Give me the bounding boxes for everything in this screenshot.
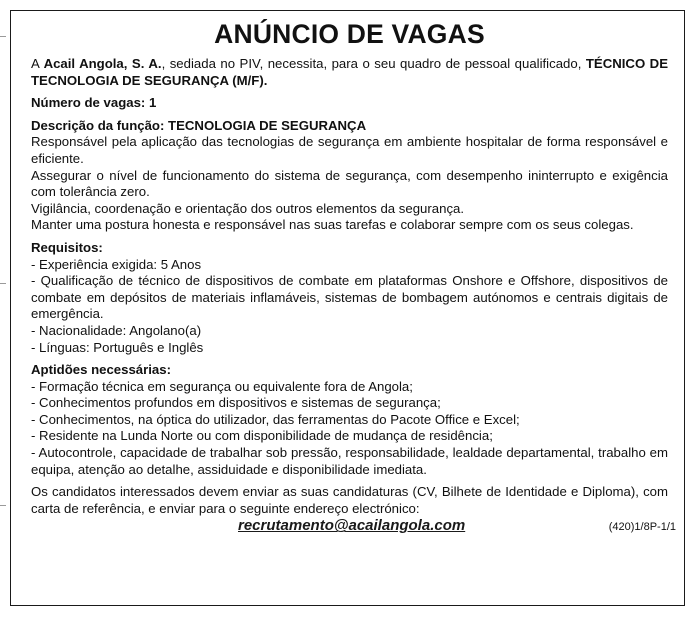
- requirement-item: - Nacionalidade: Angolano(a): [31, 322, 202, 338]
- skill-item: - Conhecimentos, na óptica do utilizador, das ferramentas do Pacote Office e Excel;: [31, 411, 520, 427]
- requirement-item: - Qualificação de técnico de dispositivos de combate em plataformas Onshore e Offshore, dispositivos de combate em depósitos de materiais inflamáveis, sistemas de bombagem autónomos e centrais digitais de emergência.: [31, 273, 668, 322]
- description-heading: Descrição da função: TECNOLOGIA DE SEGURANÇA: [31, 117, 367, 133]
- skill-item: - Residente na Lunda Norte ou com disponibilidade de mudança de residência;: [31, 428, 493, 444]
- crop-mark-bottom: [0, 505, 6, 506]
- job-advertisement: [10, 10, 685, 606]
- description-line: Responsável pela aplicação das tecnologias de segurança em ambiente hospitalar de forma responsável e eficiente.: [31, 134, 668, 166]
- ad-reference-code: (420)1/8P-1/1: [608, 521, 676, 534]
- intro-paragraph: [31, 56, 668, 89]
- skill-item: - Conhecimentos profundos em dispositivos e sistemas de segurança;: [31, 395, 441, 411]
- vacancies: Número de vagas: 1: [31, 95, 157, 111]
- contact-row: [31, 517, 676, 536]
- requirement-item: - Experiência exigida: 5 Anos: [31, 256, 202, 272]
- skills-heading: Aptidões necessárias:: [31, 362, 171, 378]
- description-line: Vigilância, coordenação e orientação dos outros elementos da segurança.: [31, 200, 465, 216]
- skill-item: - Autocontrole, capacidade de trabalhar sob pressão, responsabilidade, lealdade departamental, trabalho em equipa, atenção ao detalhe, assiduidade e disponibilidade imediata.: [31, 445, 668, 477]
- crop-mark-middle: [0, 283, 6, 284]
- crop-mark-top: [0, 36, 6, 37]
- description-line: Manter uma postura honesta e responsável nas suas tarefas e colaborar sempre com os seus colegas.: [31, 217, 634, 233]
- position-title: TÉCNICO DE TECNOLOGIA DE SEGURANÇA (M/F).: [31, 56, 669, 88]
- requirements-heading: Requisitos:: [31, 239, 103, 255]
- intro-prefix: A: [31, 56, 44, 71]
- skill-item: - Formação técnica em segurança ou equivalente fora de Angola;: [31, 378, 413, 394]
- requirement-item: - Línguas: Português e Inglês: [31, 339, 204, 355]
- intro-text: , sediada no PIV, necessita, para o seu quadro de pessoal qualificado,: [161, 56, 582, 71]
- closing-paragraph: Os candidatos interessados devem enviar as suas candidaturas (CV, Bilhete de Identidade e Diploma), com carta de referência, e enviar para o seguinte endereço electrónico:: [31, 484, 668, 516]
- company-name: Acail Angola, S. A.: [43, 56, 162, 71]
- contact-email-link[interactable]: recrutamento@acailangola.com: [238, 517, 466, 535]
- description-line: Assegurar o nível de funcionamento do sistema de segurança, com desempenho ininterrupto e exigência com tolerância zero.: [31, 167, 668, 200]
- ad-title: ANÚNCIO DE VAGAS: [214, 19, 485, 49]
